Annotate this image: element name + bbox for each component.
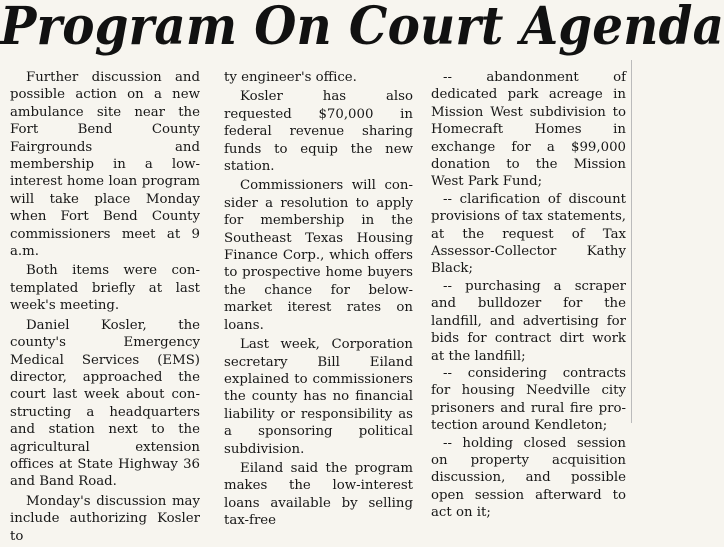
- agenda-item: -- holding closed session on property acquisition discussion, and possible open session afterward to act on it;: [431, 435, 626, 521]
- column-rule: [631, 60, 632, 423]
- paragraph: Kosler has also requested $70,000 in federal revenue sharing funds to equip the new station.: [224, 89, 413, 175]
- agenda-item: -- clarification of discount provisions of tax statements, at the request of Tax Assessor-Collector Kathy Black;: [431, 191, 626, 277]
- paragraph: Monday's discussion may include authorizing Kosler to: [10, 493, 200, 544]
- article-column-1: [10, 69, 200, 547]
- paragraph: Both items were contemplated briefly at last week's meeting.: [10, 263, 200, 314]
- article-column-2: [224, 69, 413, 532]
- agenda-item: -- considering contracts for housing Needville city prisoners and rural fire protection around Kendleton;: [431, 365, 626, 434]
- agenda-item: -- abandonment of dedicated park acreage in Mission West subdivision to Homecraft Homes in exchange for a $99,000 donation to the Mission West Park Fund;: [431, 70, 626, 190]
- paragraph: Commissioners will consider a resolution to apply for membership in the Southeast Texas Housing Finance Corp., which offers to prospective home buyers the chance for below-market iterest rates on loans.: [224, 178, 413, 333]
- headline: Program On Court Agenda: [0, 0, 724, 57]
- paragraph: Further discussion and possible action on a new ambulance site near the Fort Bend County Fairgrounds and membership in a low-interest home loan program will take place Monday when Fort Bend County commissioners meet at 9 a.m.: [10, 70, 200, 260]
- article-column-3: [431, 69, 626, 522]
- paragraph: Eiland said the program makes the low-interest loans available by selling tax-free: [224, 460, 413, 529]
- paragraph: Last week, Corporation secretary Bill Eiland explained to commissioners the county has no financial liability or responsibility as a sponsoring political subdivision.: [224, 337, 413, 457]
- paragraph: ty engineer's office.: [224, 70, 357, 85]
- agenda-item: -- purchasing a scraper and bulldozer for the landfill, and advertising for bids for contract dirt work at the landfill;: [431, 278, 626, 364]
- paragraph: Daniel Kosler, the county's Emergency Medical Services (EMS) director, approached the court last week about constructing a headquarters and station next to the agricultural extension offices at State Highway 36 and Band Road.: [10, 317, 200, 490]
